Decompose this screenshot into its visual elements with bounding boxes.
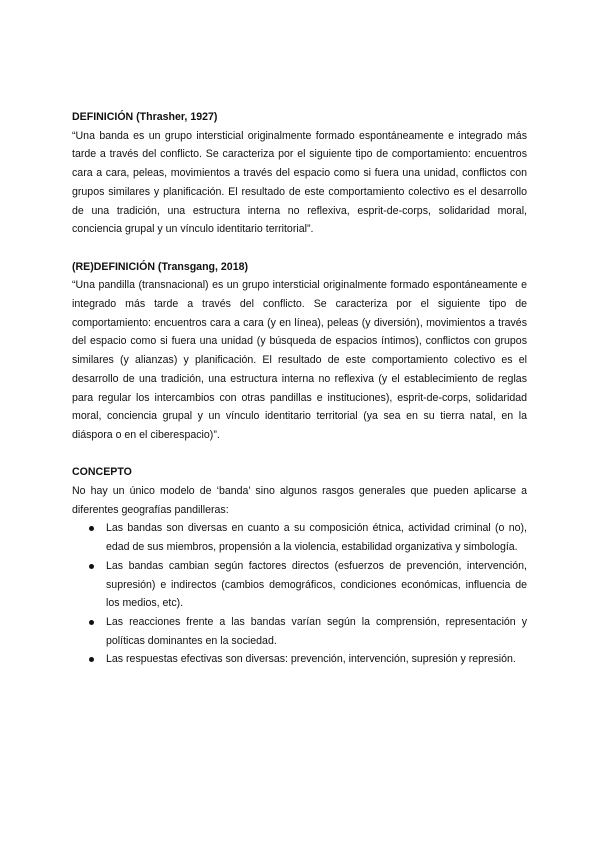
concepto-bullet-list [72, 519, 527, 669]
list-item [72, 519, 527, 556]
list-item [72, 613, 527, 650]
document-body [72, 108, 527, 688]
section-text: “Una banda es un grupo intersticial originalmente formado espontáneamente e integrado más tarde a través del conflicto. Se caracteriza por el siguiente tipo de comportamiento: encuentros cara a cara, peleas, movimientos a través del espacio como si fuera una unidad, conflictos con grupos similares y planificación. El resultado de este comportamiento colectivo es el desarrollo de una tradición, una estructura interna no reflexiva, esprit-de-corps, solidaridad moral, conciencia grupal y un vínculo identitario territorial”. [72, 129, 527, 236]
bullet-icon [89, 620, 94, 625]
section-heading: DEFINICIÓN (Thrasher, 1927) [72, 111, 218, 123]
list-item-text: Las reacciones frente a las bandas varían según la comprensión, representación y políticas dominantes en la sociedad. [106, 615, 527, 647]
section-heading: CONCEPTO [72, 466, 132, 479]
concepto-intro: No hay un único modelo de ‘banda’ sino algunos rasgos generales que pueden aplicarse a diferentes geografías pandilleras: [72, 485, 527, 516]
list-item [72, 650, 527, 669]
bullet-icon [89, 564, 94, 569]
section-redefinicion-transgang [72, 258, 527, 445]
bullet-icon [89, 657, 94, 662]
list-item-text: Las respuestas efectivas son diversas: prevención, intervención, supresión y represión. [106, 653, 516, 666]
list-item [72, 557, 527, 613]
section-definicion-thrasher [72, 108, 527, 239]
section-text: “Una pandilla (transnacional) es un grupo intersticial originalmente formado espontáneamente e integrado más tarde a través del conflicto. Se caracteriza por el siguiente tipo de comportamiento: encuentros cara a cara (y en línea), peleas (y diversión), movimientos a través del espacio como si fuera una unidad (y búsqueda de espacios íntimos), conflictos con grupos similares (y alianzas) y planificación. El resultado de este comportamiento colectivo es el desarrollo de una tradición, una estructura interna no reflexiva (y el establecimiento de reglas para regular los intercambios con otras pandillas e instituciones), esprit-de-corps, solidaridad moral, conciencia grupal y un vínculo identitario territorial (ya sea en su tierra natal, en la diáspora o en el ciberespacio)”. [72, 279, 527, 441]
section-heading: (RE)DEFINICIÓN (Transgang, 2018) [72, 260, 249, 273]
section-concepto [72, 463, 527, 669]
list-item-text: Las bandas cambian según factores directos (esfuerzos de prevención, intervención, supresión) e indirectos (cambios demográficos, condiciones económicas, influencia de los medios, etc). [106, 559, 527, 610]
bullet-icon [89, 526, 94, 531]
list-item-text: Las bandas son diversas en cuanto a su composición étnica, actividad criminal (o no), edad de sus miembros, propensión a la violencia, estabilidad organizativa y simbología. [106, 522, 527, 554]
